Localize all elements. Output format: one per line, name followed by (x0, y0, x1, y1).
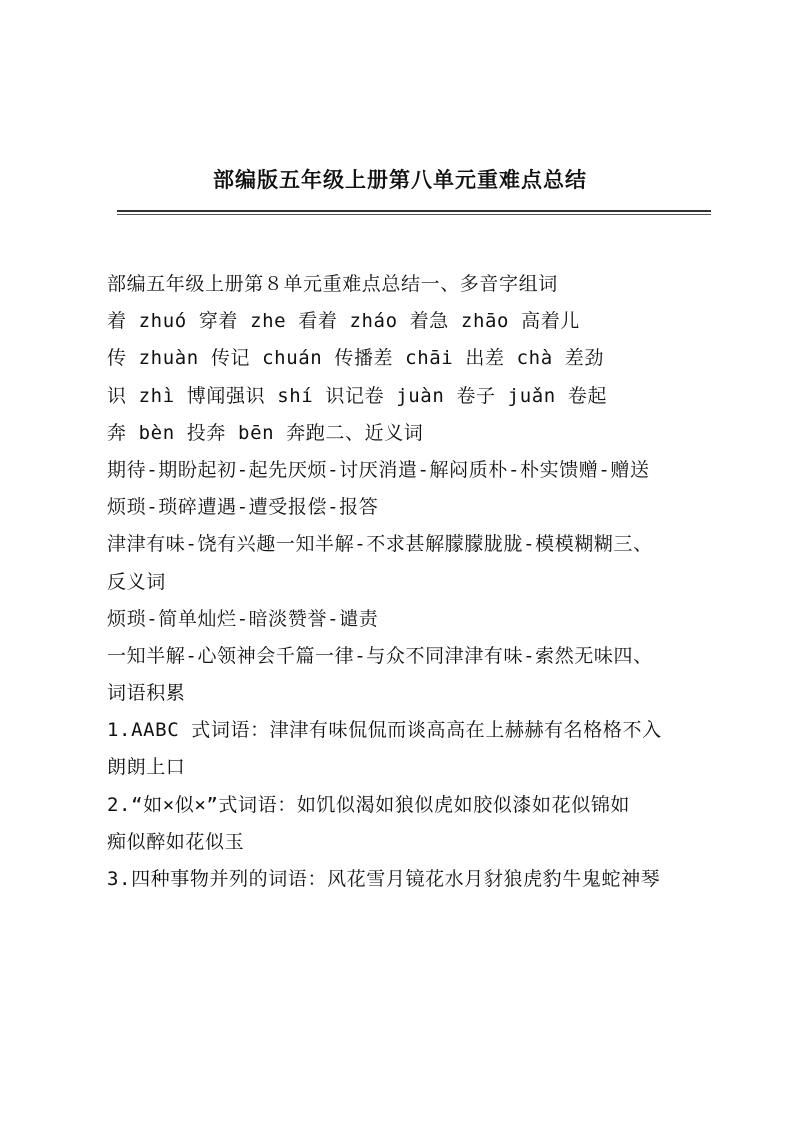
text-line: 词语积累 (107, 682, 186, 705)
title-divider (117, 210, 711, 212)
text-line: 烦琐-琐碎遭遇-遭受报偿-报答 (107, 496, 379, 519)
text-line: 3.四种事物并列的词语：风花雪月镜花水月豺狼虎豹牛鬼蛇神琴 (107, 868, 661, 890)
text-line: 期待-期盼起初-起先厌烦-讨厌消遣-解闷质朴-朴实馈赠-赠送 (107, 458, 650, 481)
text-line: 部编五年级上册第８单元重难点总结一、多音字组词 (107, 273, 558, 295)
text-line: 痴似醉如花似玉 (107, 830, 245, 853)
document-body (107, 266, 713, 898)
text-line: 反义词 (107, 570, 166, 593)
text-line: 朗朗上口 (107, 756, 186, 779)
text-line: 一知半解-心领神会千篇一律-与众不同津津有味-索然无味四、 (107, 644, 653, 667)
text-line: 1.AABC 式词语：津津有味侃侃而谈高高在上赫赫有名格格不入 (107, 719, 662, 742)
text-line: 识 zhì 博闻强识 shí 识记卷 juàn 卷子 juǎn 卷起 (107, 384, 608, 407)
title-divider-thin (117, 214, 711, 215)
page-title: 部编版五年级上册第八单元重难点总结 (213, 167, 587, 192)
text-line: 津津有味-饶有兴趣一知半解-不求甚解朦朦胧胧-模模糊糊三、 (107, 533, 653, 556)
text-line: 2.“如×似×”式词语：如饥似渴如狼似虎如胶似漆如花似锦如 (107, 793, 631, 816)
text-line: 着 zhuó 穿着 zhe 看着 zháo 着急 zhāo 高着儿 (107, 310, 580, 333)
text-line: 奔 bèn 投奔 bēn 奔跑二、近义词 (107, 421, 424, 444)
text-line: 烦琐-简单灿烂-暗淡赞誉-谴责 (107, 607, 379, 630)
text-line: 传 zhuàn 传记 chuán 传播差 chāi 出差 chà 差劲 (107, 347, 604, 370)
